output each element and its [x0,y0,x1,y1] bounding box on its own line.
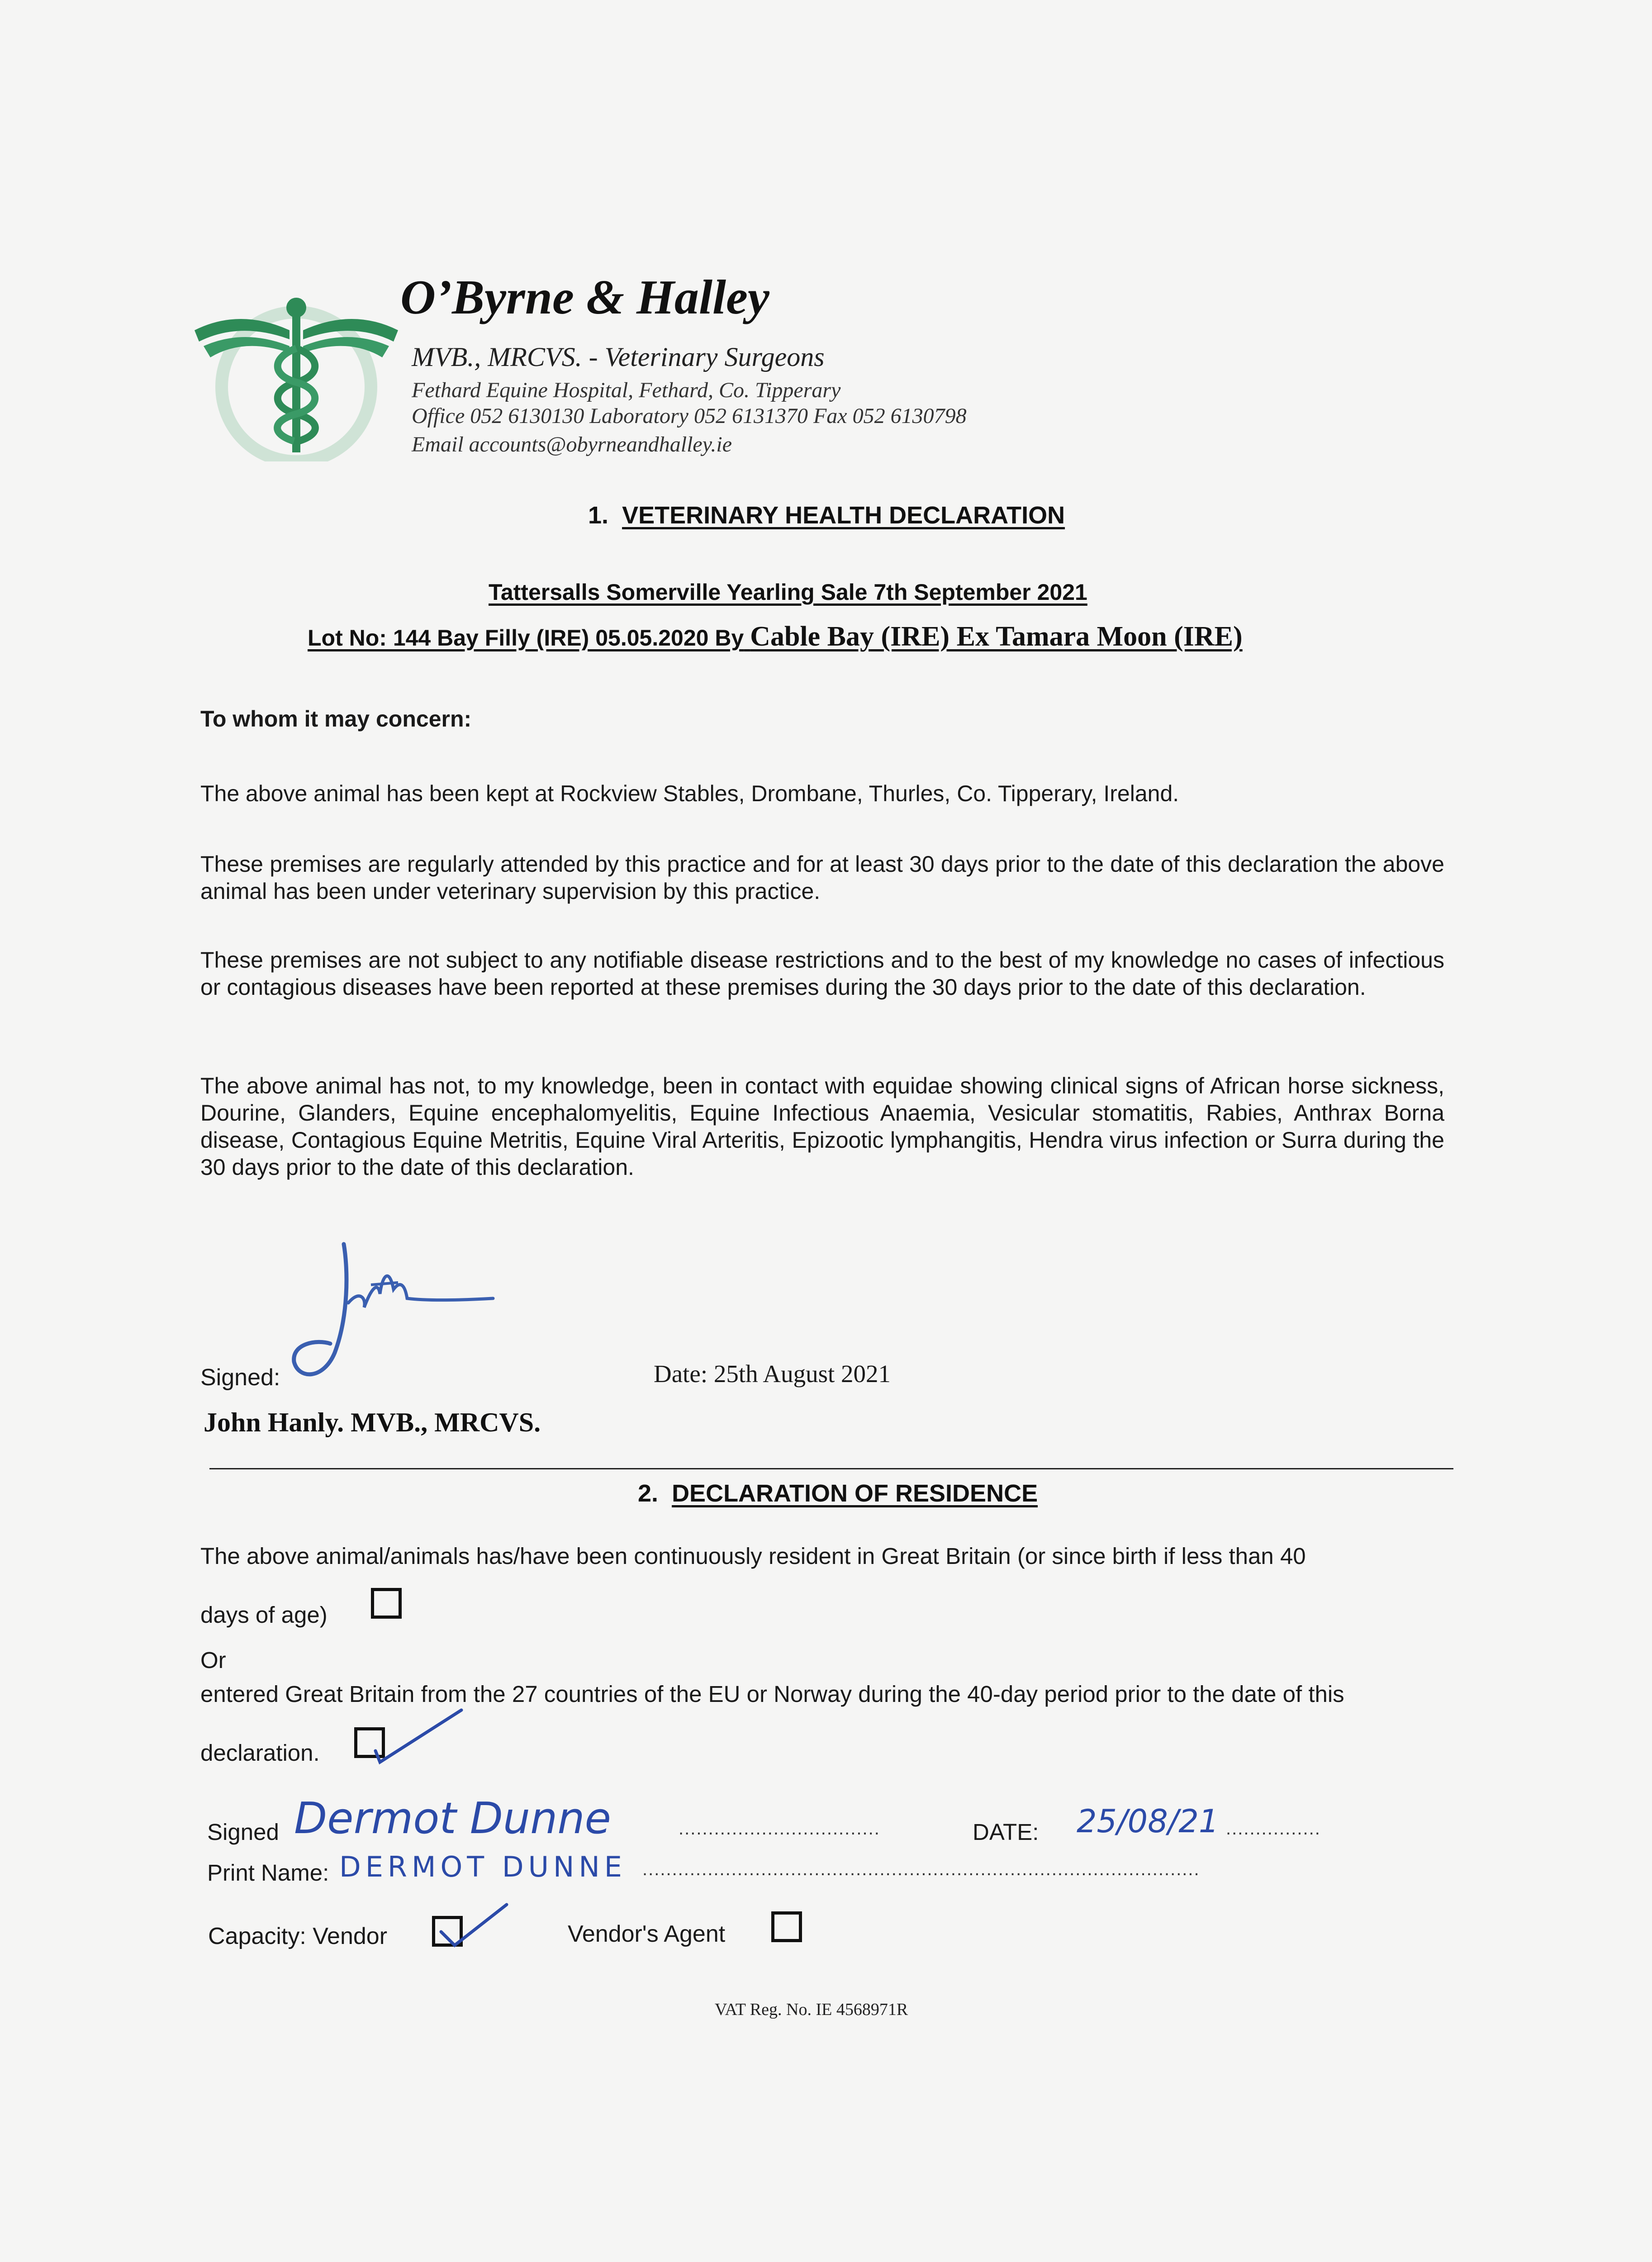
section2-number: 2. [638,1480,659,1507]
checkmark-icon [362,1706,466,1769]
vet-signed-label: Signed: [200,1364,280,1391]
vet-date: Date: 25th August 2021 [654,1360,891,1388]
residence-line2b: declaration. [200,1740,320,1766]
print-name: DERMOT DUNNE [339,1850,627,1883]
print-dots: .............................................................................................. [642,1859,1200,1879]
lot-breeding: Cable Bay (IRE) Ex Tamara Moon (IRE) [750,621,1243,652]
lot-prefix: Lot No: 144 Bay Filly (IRE) 05.05.2020 By [308,625,744,651]
signatory-name: John Hanly. MVB., MRCVS. [204,1407,541,1437]
date-label: DATE: [973,1819,1039,1845]
vat-number: VAT Reg. No. IE 4568971R [715,2000,908,2019]
agent-checkbox[interactable] [771,1911,802,1942]
signed-label: Signed [207,1819,279,1845]
signed-dots: .................................. [679,1819,880,1839]
section1-title: VETERINARY HEALTH DECLARATION [622,502,1065,529]
vendor-checkmark-icon [434,1900,511,1954]
capacity-vendor-label: Capacity: Vendor [208,1923,388,1949]
paragraph-restrictions: These premises are not subject to any notifiable disease restrictions and to the best of my knowledge no cases of infectious or contagious diseases have been reported at these premises during the 30 days prior to the date of this declaration. [200,947,1444,1000]
or-label: Or [200,1647,226,1673]
vendors-agent-label: Vendor's Agent [568,1921,726,1947]
salutation: To whom it may concern: [200,706,472,732]
phone-numbers: Office 052 6130130 Laboratory 052 6131370 Fax 052 6130798 [412,404,967,428]
address: Fethard Equine Hospital, Fethard, Co. Tipperary [412,378,841,402]
paragraph-premises: The above animal has been kept at Rockview Stables, Drombane, Thurles, Co. Tipperary, Ireland. [200,781,1179,806]
qualifications: MVB., MRCVS. - Veterinary Surgeons [412,342,825,372]
section2-title: DECLARATION OF RESIDENCE [672,1480,1038,1507]
residence-line2: entered Great Britain from the 27 countries of the EU or Norway during the 40-day period prior to the date of this [200,1681,1344,1707]
resident-checkbox[interactable] [371,1588,402,1619]
paragraph-contact: The above animal has not, to my knowledge, been in contact with equidae showing clinical signs of African horse sickness, Dourine, Glanders, Equine encephalomyelitis, Equine Infectious Anaemia, Vesicular stomatitis, Rabies, Anthrax Borna disease, Contagious Equine Metritis, Equine Viral Arteritis, Epizootic lymphangitis, Hendra virus infection or Surra during the 30 days prior to the date of this declaration. [200,1073,1444,1180]
vet-signature [280,1235,516,1398]
residence-line1b: days of age) [200,1602,328,1628]
email: Email accounts@obyrneandhalley.ie [412,432,732,456]
caduceus-icon [185,290,403,461]
section2-heading [638,1479,1038,1507]
sale-line: Tattersalls Somerville Yearling Sale 7th September 2021 [489,580,1087,605]
date-dots: ................ [1226,1819,1321,1839]
vendor-date: 25/08/21 [1077,1803,1219,1840]
vendor-signature: Dermot Dunne [294,1794,611,1844]
lot-line [308,621,1243,653]
section-divider [209,1468,1453,1469]
paragraph-supervision: These premises are regularly attended by this practice and for at least 30 days prior to the date of this declaration the above animal has been under veterinary supervision by this practice. [200,851,1444,904]
residence-line1: The above animal/animals has/have been continuously resident in Great Britain (or since birth if less than 40 [200,1543,1306,1569]
firm-name: O’Byrne & Halley [400,271,769,324]
section1-number: 1. [588,502,609,529]
section1-heading [588,501,1065,529]
print-name-label: Print Name: [207,1860,329,1886]
